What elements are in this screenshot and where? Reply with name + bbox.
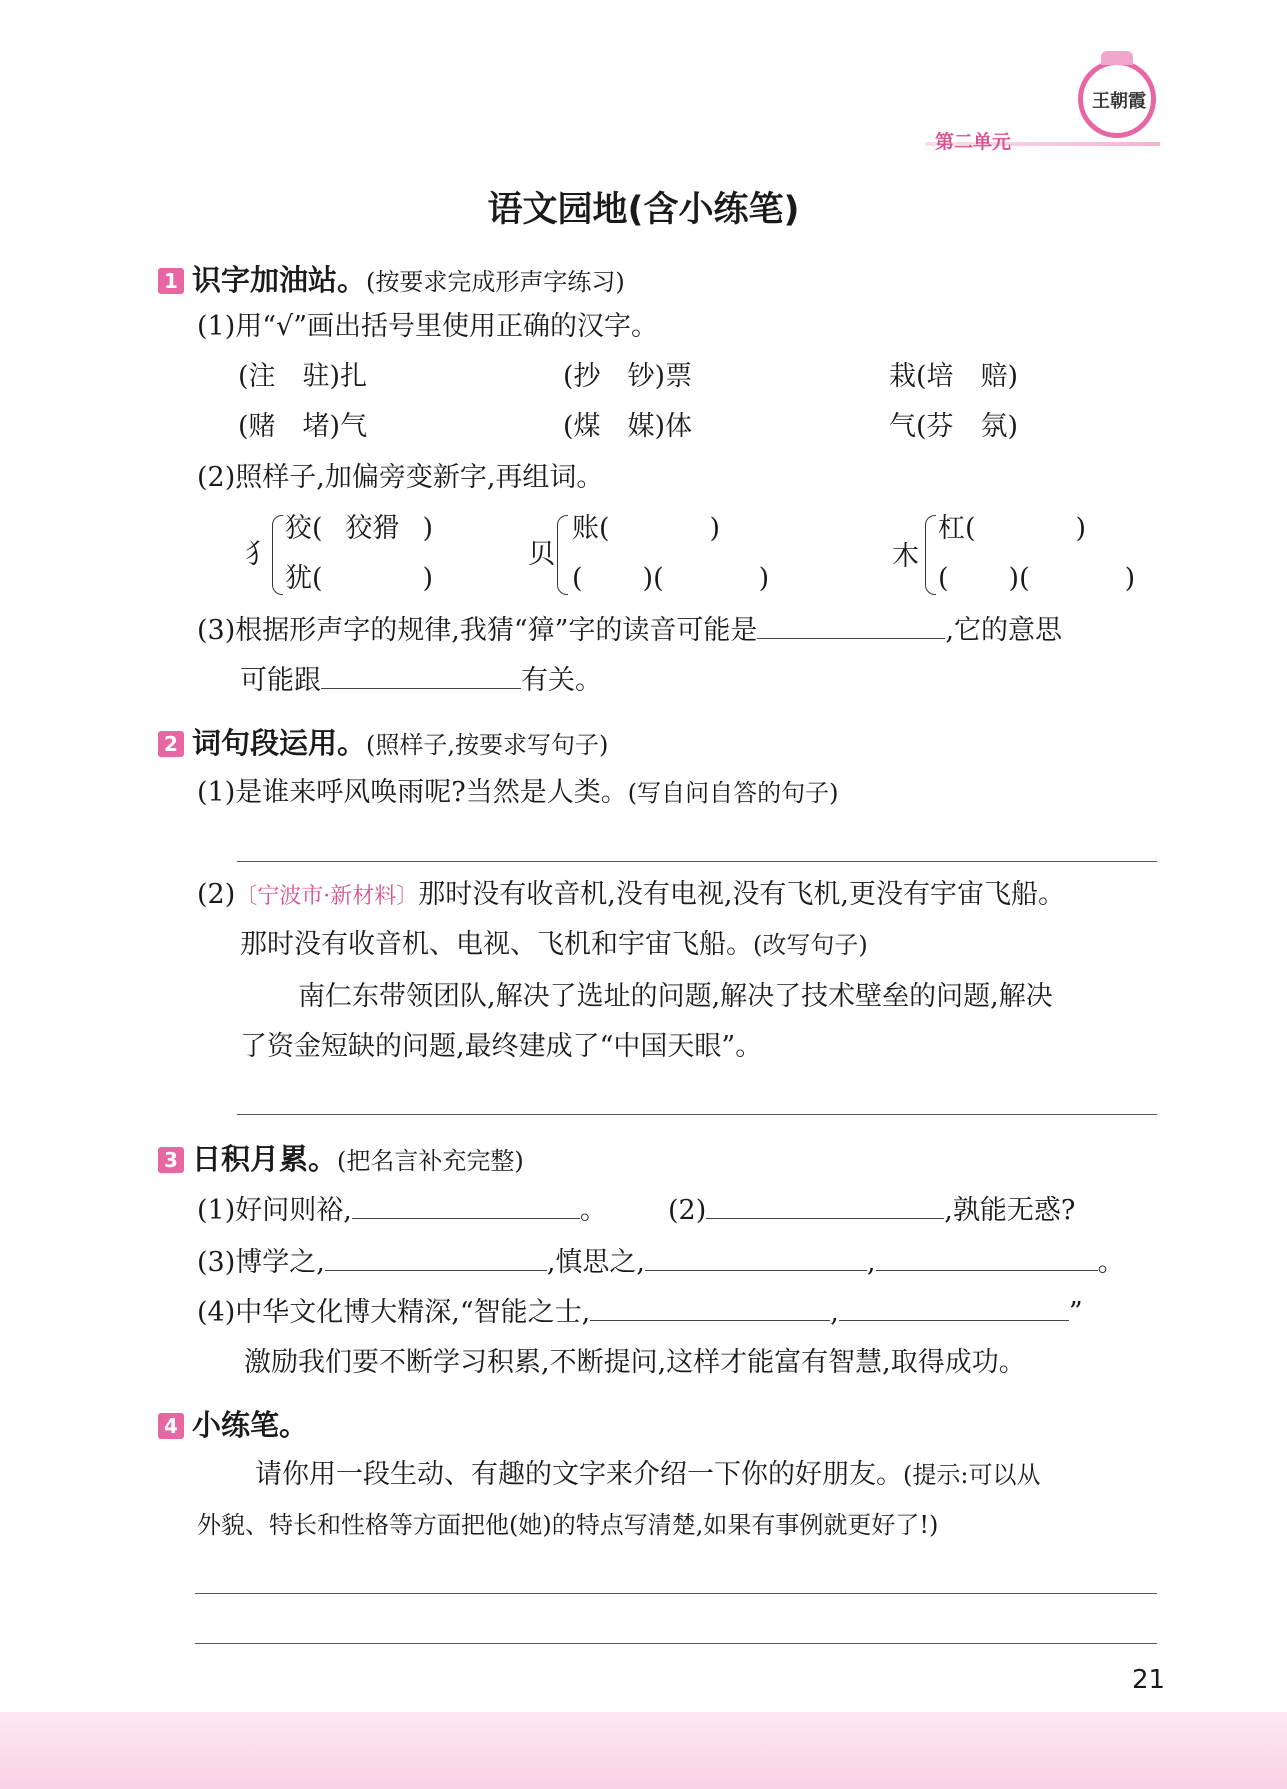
quote-text: , <box>867 1247 876 1278</box>
unit-label: 第二单元 <box>935 131 1012 153</box>
s3-line4: 激励我们要不断学习积累,不断提问,这样才能富有智慧,取得成功。 <box>244 1347 1026 1378</box>
page-number: 21 <box>1132 1665 1166 1695</box>
quote-text: 。 <box>579 1195 607 1226</box>
word-row <box>572 562 769 596</box>
answer-blank[interactable] <box>876 1248 1098 1271</box>
s2-q2-line1 <box>197 878 1065 914</box>
section-number: 1 <box>158 268 184 294</box>
section-number: 2 <box>158 731 184 757</box>
section-title: 小练笔。 <box>192 1408 309 1442</box>
question-instruction: (写自问自答的句子) <box>627 779 839 807</box>
s1-q3-line1 <box>197 614 1062 648</box>
source-tag: 〔宁波市·新材料〕 <box>235 884 419 909</box>
q3-text: 有关。 <box>521 665 602 696</box>
q3-text: (3)根据形声字的规律,我猜“獐”字的读音可能是 <box>197 615 758 646</box>
paren: ( <box>572 563 583 594</box>
quote-text: , <box>830 1297 839 1328</box>
section-3-heading <box>158 1142 524 1178</box>
section-title: 词句段运用。 <box>192 726 367 760</box>
choice-item: 栽(培 赔) <box>889 361 1019 392</box>
s1-q2-label: (2)照样子,加偏旁变新字,再组词。 <box>197 462 604 493</box>
word-row <box>572 512 720 546</box>
logo-text: 王朝霞 <box>1092 91 1146 112</box>
answer-blank[interactable] <box>839 1298 1069 1321</box>
quote-text: ,孰能无惑? <box>944 1195 1076 1226</box>
answer-blank[interactable] <box>706 1196 944 1219</box>
word-char: 犹( <box>285 563 323 594</box>
word-row <box>938 512 1086 546</box>
quote-text: (3)博学之, <box>197 1247 325 1278</box>
s4-prompt-line1 <box>255 1458 1040 1492</box>
answer-blank[interactable] <box>757 616 945 639</box>
paren: )( <box>1008 563 1030 594</box>
word-row <box>285 512 433 546</box>
question-text: 那时没有收音机、电视、飞机和宇宙飞船。 <box>240 929 753 960</box>
s3-line3 <box>197 1296 1083 1330</box>
answer-blank[interactable] <box>321 666 521 689</box>
paren: )( <box>642 563 664 594</box>
section-instruction: (按要求完成形声字练习) <box>366 268 625 296</box>
question-text: (1)是谁来呼风唤雨呢?当然是人类。 <box>197 777 628 808</box>
choice-item: (赌 堵)气 <box>238 411 368 442</box>
question-text: 那时没有收音机,没有电视,没有飞机,更没有宇宙飞船。 <box>418 879 1065 910</box>
choice-item: (注 驻)扎 <box>238 361 368 392</box>
prompt-hint: (提示:可以从 <box>903 1461 1041 1489</box>
brace <box>557 515 568 595</box>
s2-q2-line4: 了资金短缺的问题,最终建成了“中国天眼”。 <box>240 1031 763 1062</box>
section-number: 3 <box>158 1147 184 1173</box>
footer-band <box>0 1712 1287 1789</box>
choice-item: 气(芬 氛) <box>889 411 1019 442</box>
choice-item: (煤 媒)体 <box>563 411 693 442</box>
section-1-heading <box>158 263 625 299</box>
s1-q3-line2 <box>240 664 602 698</box>
s2-q1 <box>197 776 838 810</box>
logo-crown-icon <box>1101 51 1133 65</box>
s3-line1 <box>197 1194 607 1228</box>
s1-q1-label: (1)用“√”画出括号里使用正确的汉字。 <box>197 311 659 342</box>
paren: ) <box>1124 563 1136 594</box>
radical-root: 木 <box>892 541 919 572</box>
section-instruction: (照样子,按要求写句子) <box>366 731 609 759</box>
word-answer: 狡猾 <box>345 513 400 544</box>
choice-item: (抄 钞)票 <box>563 361 693 392</box>
brand-logo <box>1078 60 1156 138</box>
answer-blank[interactable] <box>645 1248 867 1271</box>
paren: ) <box>709 513 721 544</box>
paren: ) <box>422 513 434 544</box>
answer-blank[interactable] <box>352 1196 580 1219</box>
quote-text: (1)好问则裕, <box>197 1195 352 1226</box>
word-row <box>938 562 1135 596</box>
section-instruction: (把名言补充完整) <box>337 1147 524 1175</box>
answer-line[interactable] <box>237 1114 1157 1115</box>
q3-text: 可能跟 <box>240 665 321 696</box>
question-instruction: (改写句子) <box>753 931 868 959</box>
paren: ) <box>758 563 770 594</box>
radical-root: 犭 <box>245 539 272 570</box>
answer-blank[interactable] <box>590 1298 830 1321</box>
paren: ) <box>1075 513 1087 544</box>
section-number: 4 <box>158 1413 184 1439</box>
q3-text: ,它的意思 <box>945 615 1063 646</box>
answer-line[interactable] <box>237 861 1157 862</box>
word-char: 账( <box>572 513 610 544</box>
section-2-heading <box>158 726 608 762</box>
s2-q2-line2 <box>240 928 868 962</box>
quote-text: ,慎思之, <box>546 1247 645 1278</box>
answer-line[interactable] <box>195 1643 1157 1644</box>
s4-prompt-line2: 外貌、特长和性格等方面把他(她)的特点写清楚,如果有事例就更好了!) <box>197 1511 939 1539</box>
paren: ) <box>422 563 434 594</box>
word-char: 狡( <box>285 513 323 544</box>
page-title: 语文园地(含小练笔) <box>487 190 800 230</box>
s3-line2 <box>197 1246 1125 1280</box>
prompt-text: 请你用一段生动、有趣的文字来介绍一下你的好朋友。 <box>255 1459 903 1490</box>
s3-line1b <box>668 1194 1075 1228</box>
quote-text: (2) <box>668 1195 707 1226</box>
section-title: 日积月累。 <box>192 1142 338 1176</box>
answer-line[interactable] <box>195 1593 1157 1594</box>
quote-text: (4)中华文化博大精深,“智能之士, <box>197 1297 591 1328</box>
radical-root: 贝 <box>528 539 555 570</box>
word-char: 杠( <box>938 513 976 544</box>
section-title: 识字加油站。 <box>192 263 367 297</box>
question-number: (2) <box>197 879 236 910</box>
brace <box>272 515 283 595</box>
section-4-heading <box>158 1408 308 1444</box>
answer-blank[interactable] <box>325 1248 547 1271</box>
brace <box>925 515 936 595</box>
quote-text: 。 <box>1097 1247 1125 1278</box>
quote-text: ” <box>1068 1297 1083 1328</box>
s2-q2-line3: 南仁东带领团队,解决了选址的问题,解决了技术壁垒的问题,解决 <box>298 981 1053 1012</box>
word-row <box>285 562 433 596</box>
paren: ( <box>938 563 949 594</box>
